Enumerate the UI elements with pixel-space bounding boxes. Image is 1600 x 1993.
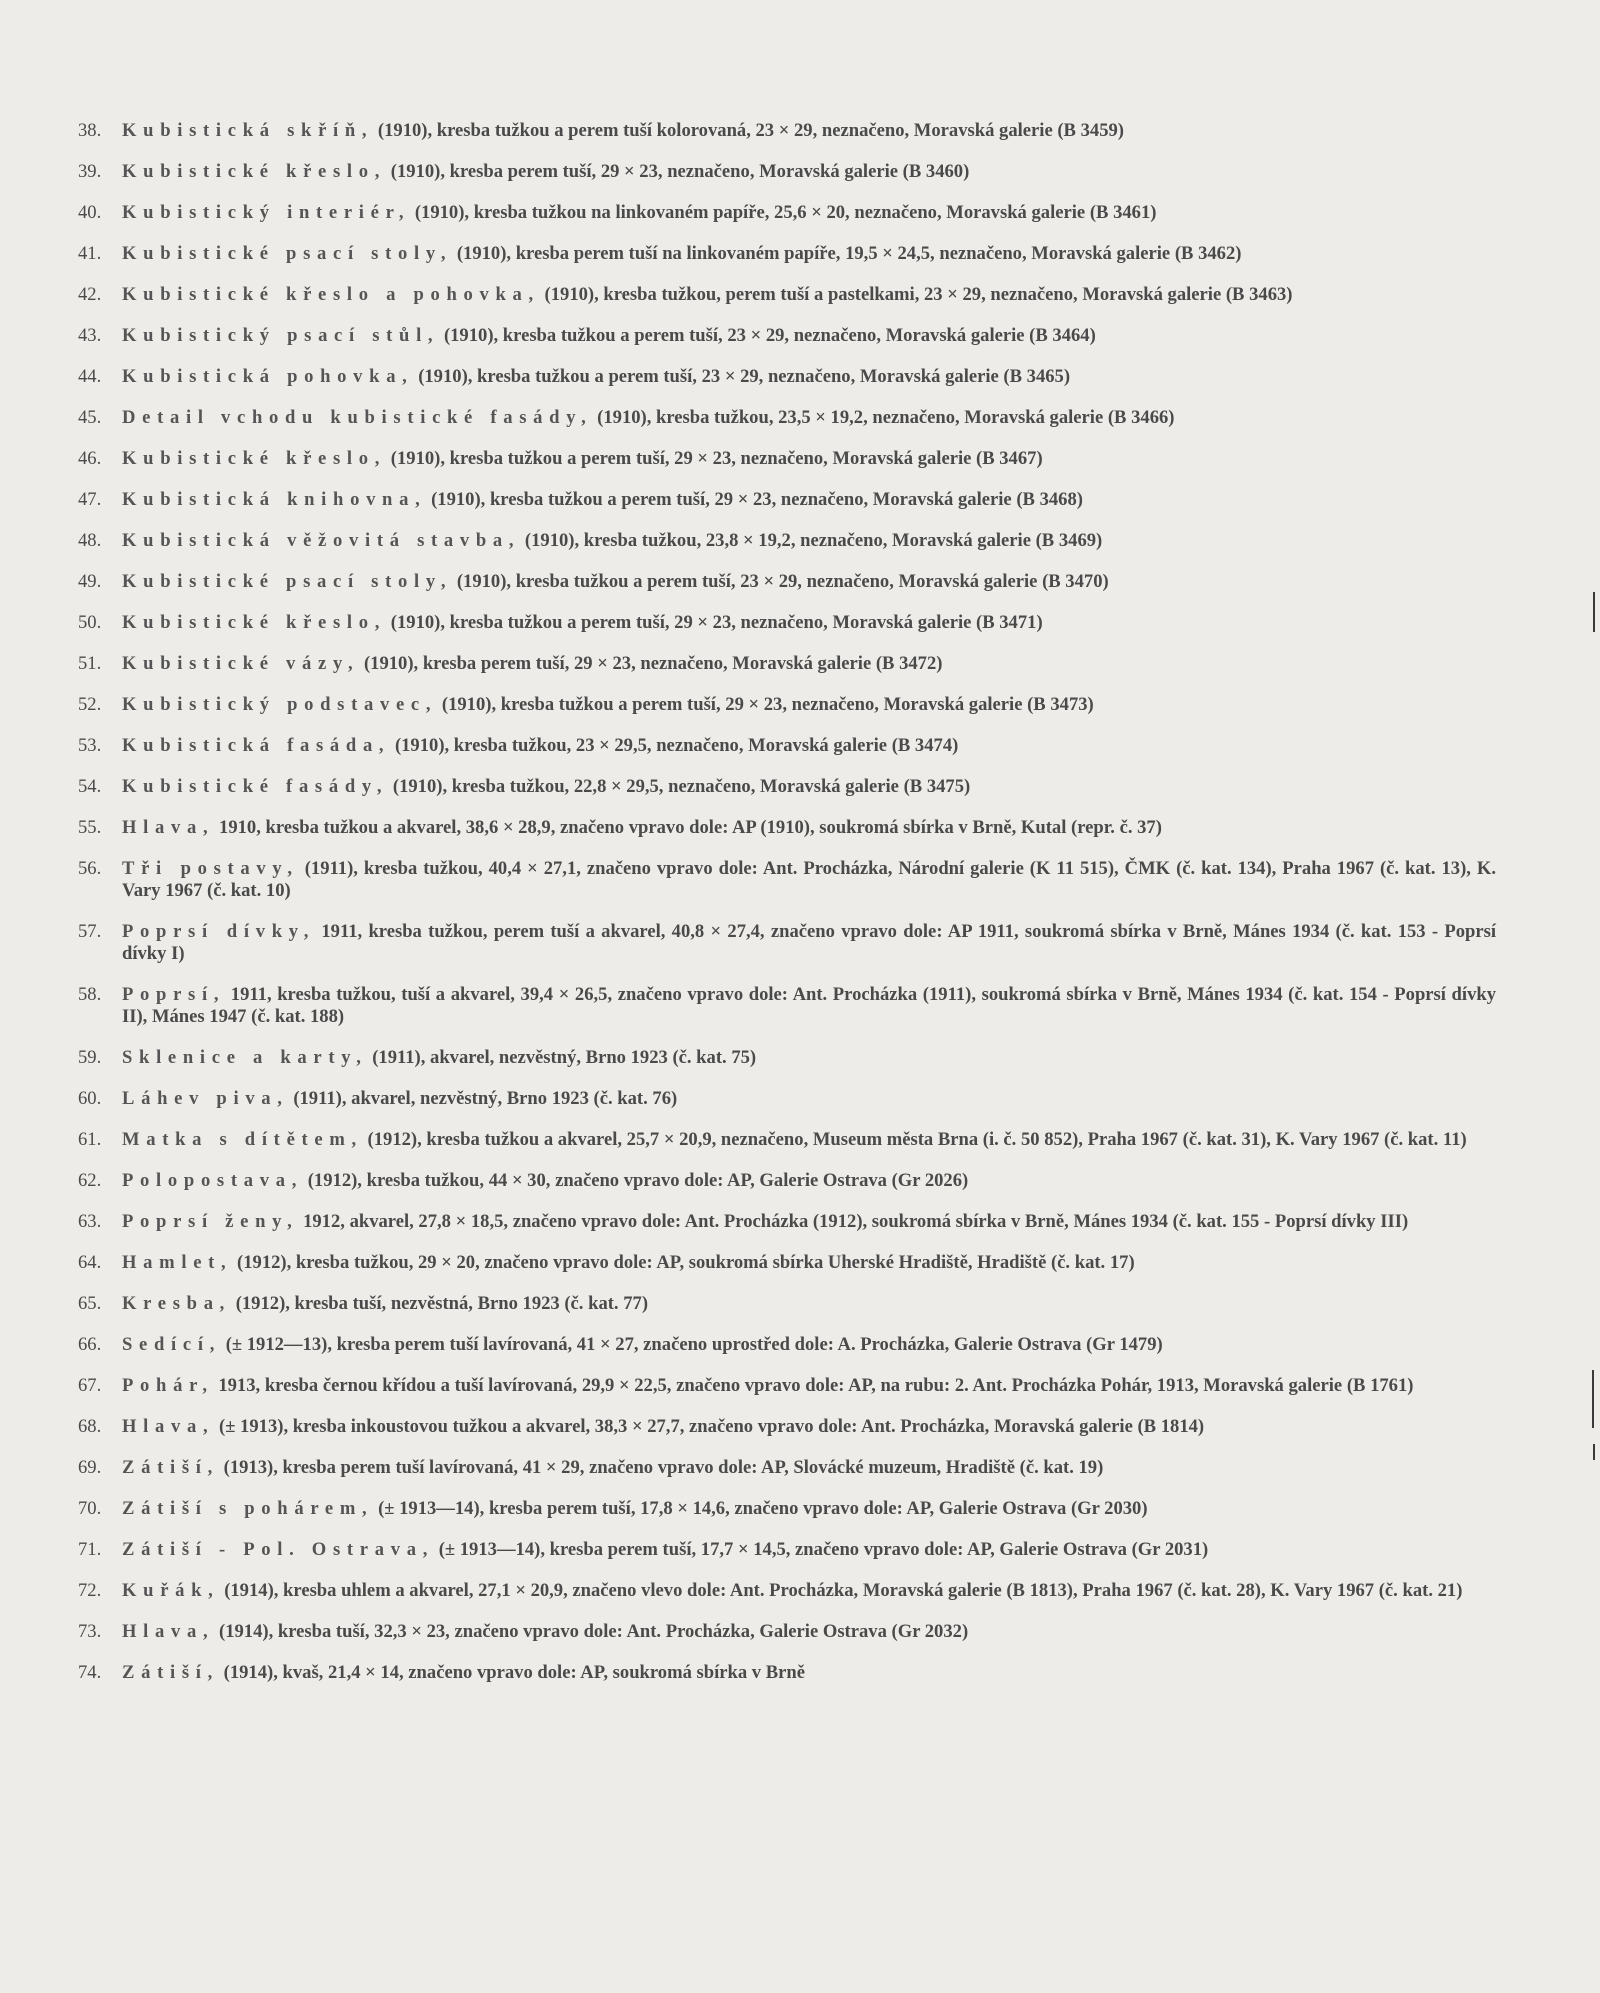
catalog-entry-70 [78, 1498, 1496, 1520]
catalog-entry-72 [78, 1580, 1496, 1602]
entry-number: 62. [78, 1170, 102, 1191]
entry-title: Kresba, [122, 1293, 232, 1314]
entry-description: (1910), kresba tužkou a perem tuší, 29 × 23, neznačeno, Moravská galerie (B 3471) [390, 612, 1043, 633]
catalog-entry-53 [78, 735, 1496, 757]
catalog-entry-48 [78, 530, 1496, 552]
entry-description: (1910), kresba tužkou a perem tuší, 23 × 29, neznačeno, Moravská galerie (B 3470) [456, 571, 1109, 592]
catalog-entry-45 [78, 407, 1496, 429]
entry-number: 70. [78, 1498, 102, 1519]
entry-number: 68. [78, 1416, 102, 1437]
entry-title: Sedící, [122, 1334, 222, 1355]
catalog-entry-42 [78, 284, 1496, 306]
entry-number: 51. [78, 653, 102, 674]
entry-title: Kubistická knihovna, [122, 489, 427, 510]
catalog-entry-62 [78, 1170, 1496, 1192]
entry-description: 1913, kresba černou křídou a tuší lavírovaná, 29,9 × 22,5, značeno vpravo dole: AP, na rubu: 2. Ant. Procházka Pohár, 1913, Moravská galerie (B 1761) [218, 1375, 1414, 1396]
entry-number: 45. [78, 407, 102, 428]
catalog-entry-63 [78, 1211, 1496, 1233]
entry-title: Poprsí dívky, [122, 921, 316, 942]
entry-description: (± 1912—13), kresba perem tuší lavírovaná, 41 × 27, značeno uprostřed dole: A. Procházka, Galerie Ostrava (Gr 1479) [225, 1334, 1163, 1355]
entry-number: 49. [78, 571, 102, 592]
entry-number: 56. [78, 858, 102, 879]
entry-title: Kubistický interiér, [122, 202, 411, 223]
entry-description: (1914), kresba uhlem a akvarel, 27,1 × 20,9, značeno vlevo dole: Ant. Procházka, Moravská galerie (B 1813), Praha 1967 (č. kat. 28), K. Vary 1967 (č. kat. 21) [224, 1580, 1463, 1601]
entry-title: Hlava, [122, 1621, 215, 1642]
entry-description: (1912), kresba tužkou a akvarel, 25,7 × 20,9, neznačeno, Museum města Brna (i. č. 50 852), Praha 1967 (č. kat. 31), K. Vary 1967 (č. kat. 11) [367, 1129, 1467, 1150]
entry-number: 54. [78, 776, 102, 797]
catalog-entry-64 [78, 1252, 1496, 1274]
entry-title: Kuřák, [122, 1580, 220, 1601]
entry-number: 52. [78, 694, 102, 715]
entry-description: (1910), kresba tužkou, 22,8 × 29,5, neznačeno, Moravská galerie (B 3475) [392, 776, 971, 797]
catalog-entry-39 [78, 161, 1496, 183]
entry-description: (1910), kresba tužkou a perem tuší, 23 × 29, neznačeno, Moravská galerie (B 3464) [443, 325, 1096, 346]
scan-edge-mark [1592, 1370, 1594, 1428]
entry-description: (1910), kresba perem tuší, 29 × 23, neznačeno, Moravská galerie (B 3472) [363, 653, 943, 674]
entry-number: 72. [78, 1580, 102, 1601]
entry-description: 1910, kresba tužkou a akvarel, 38,6 × 28,9, značeno vpravo dole: AP (1910), soukromá sbírka v Brně, Kutal (repr. č. 37) [219, 817, 1162, 838]
entry-title: Kubistická věžovitá stavba, [122, 530, 521, 551]
entry-number: 41. [78, 243, 102, 264]
catalog-entry-55 [78, 817, 1496, 839]
catalog-entry-51 [78, 653, 1496, 675]
entry-title: Kubistická skříň, [122, 120, 374, 141]
catalog-entry-52 [78, 694, 1496, 716]
entry-title: Kubistické vázy, [122, 653, 360, 674]
entry-title: Kubistické psací stoly, [122, 243, 453, 264]
entry-description: (± 1913), kresba inkoustovou tužkou a akvarel, 38,3 × 27,7, značeno vpravo dole: Ant. Procházka, Moravská galerie (B 1814) [219, 1416, 1205, 1437]
catalog-entry-44 [78, 366, 1496, 388]
entry-description: (1910), kresba perem tuší, 29 × 23, neznačeno, Moravská galerie (B 3460) [390, 161, 970, 182]
catalog-entry-74 [78, 1662, 1496, 1684]
entry-description: (1910), kresba tužkou a perem tuší kolorovaná, 23 × 29, neznačeno, Moravská galerie (B 3459) [377, 120, 1124, 141]
entry-number: 71. [78, 1539, 102, 1560]
catalog-entry-47 [78, 489, 1496, 511]
entry-number: 58. [78, 984, 102, 1005]
catalog-entry-58 [78, 984, 1496, 1028]
entry-number: 39. [78, 161, 102, 182]
entry-title: Hlava, [122, 817, 215, 838]
catalog-entry-66 [78, 1334, 1496, 1356]
entry-title: Kubistické fasády, [122, 776, 389, 797]
entry-number: 48. [78, 530, 102, 551]
entry-description: (1910), kresba tužkou, 23,8 × 19,2, neznačeno, Moravská galerie (B 3469) [524, 530, 1103, 551]
catalog-entry-43 [78, 325, 1496, 347]
entry-number: 42. [78, 284, 102, 305]
entry-title: Tři postavy, [122, 858, 299, 879]
entry-number: 38. [78, 120, 102, 141]
entry-number: 61. [78, 1129, 102, 1150]
entry-number: 63. [78, 1211, 102, 1232]
entry-number: 66. [78, 1334, 102, 1355]
catalog-entry-46 [78, 448, 1496, 470]
entry-description: (1910), kresba tužkou a perem tuší, 23 × 29, neznačeno, Moravská galerie (B 3465) [418, 366, 1071, 387]
entry-number: 73. [78, 1621, 102, 1642]
entry-title: Kubistický podstavec, [122, 694, 438, 715]
entry-number: 67. [78, 1375, 102, 1396]
entry-number: 40. [78, 202, 102, 223]
entry-title: Polopostava, [122, 1170, 304, 1191]
catalog-entry-69 [78, 1457, 1496, 1479]
entry-description: (1912), kresba tužkou, 29 × 20, značeno vpravo dole: AP, soukromá sbírka Uherské Hradiště, Hradiště (č. kat. 17) [237, 1252, 1135, 1273]
entry-title: Hamlet, [122, 1252, 233, 1273]
entry-description: (1912), kresba tuší, nezvěstná, Brno 1923 (č. kat. 77) [235, 1293, 649, 1314]
catalog-entry-41 [78, 243, 1496, 265]
entry-title: Zátiší, [122, 1457, 219, 1478]
entry-description: (1913), kresba perem tuší lavírovaná, 41 × 29, značeno vpravo dole: AP, Slovácké muzeum, Hradiště (č. kat. 19) [223, 1457, 1104, 1478]
entry-number: 46. [78, 448, 102, 469]
entry-title: Kubistické křeslo, [122, 612, 387, 633]
entry-number: 64. [78, 1252, 102, 1273]
entry-title: Kubistický psací stůl, [122, 325, 440, 346]
entry-description: (1910), kresba tužkou, 23,5 × 19,2, neznačeno, Moravská galerie (B 3466) [597, 407, 1175, 428]
entry-title: Kubistická pohovka, [122, 366, 414, 387]
catalog-entry-59 [78, 1047, 1496, 1069]
entry-number: 43. [78, 325, 102, 346]
entry-description: (1911), akvarel, nezvěstný, Brno 1923 (č. kat. 76) [293, 1088, 678, 1109]
entry-number: 57. [78, 921, 102, 942]
entry-title: Kubistické křeslo a pohovka, [122, 284, 540, 305]
catalog-entry-61 [78, 1129, 1496, 1151]
entry-number: 69. [78, 1457, 102, 1478]
entry-description: (1910), kresba tužkou a perem tuší, 29 × 23, neznačeno, Moravská galerie (B 3473) [441, 694, 1094, 715]
entry-description: (1914), kvaš, 21,4 × 14, značeno vpravo dole: AP, soukromá sbírka v Brně [223, 1662, 805, 1683]
scan-edge-mark [1593, 592, 1595, 632]
entry-number: 74. [78, 1662, 102, 1683]
entry-title: Poprsí ženy, [122, 1211, 299, 1232]
entry-number: 53. [78, 735, 102, 756]
catalog-entry-57 [78, 921, 1496, 965]
catalog-entry-38 [78, 120, 1496, 142]
entry-description: (1914), kresba tuší, 32,3 × 23, značeno vpravo dole: Ant. Procházka, Galerie Ostrava (Gr 2032) [219, 1621, 969, 1642]
entry-number: 50. [78, 612, 102, 633]
catalog-entry-54 [78, 776, 1496, 798]
entry-title: Sklenice a karty, [122, 1047, 368, 1068]
entry-title: Pohár, [122, 1375, 214, 1396]
entry-description: (1910), kresba perem tuší na linkovaném papíře, 19,5 × 24,5, neznačeno, Moravská galerie (B 3462) [456, 243, 1242, 264]
entry-title: Detail vchodu kubistické fasády, [122, 407, 593, 428]
entry-number: 44. [78, 366, 102, 387]
entry-number: 55. [78, 817, 102, 838]
catalog-list [78, 112, 1496, 1684]
entry-title: Zátiší - Pol. Ostrava, [122, 1539, 435, 1560]
catalog-entry-50 [78, 612, 1496, 634]
entry-title: Matka s dítětem, [122, 1129, 363, 1150]
catalog-entry-68 [78, 1416, 1496, 1438]
catalog-entry-56 [78, 858, 1496, 902]
catalog-entry-60 [78, 1088, 1496, 1110]
entry-description: (1912), kresba tužkou, 44 × 30, značeno vpravo dole: AP, Galerie Ostrava (Gr 2026) [307, 1170, 969, 1191]
entry-title: Kubistické křeslo, [122, 161, 387, 182]
entry-description: 1912, akvarel, 27,8 × 18,5, značeno vpravo dole: Ant. Procházka (1912), soukromá sbírka v Brně, Mánes 1934 (č. kat. 155 - Poprsí dívky III) [303, 1211, 1409, 1232]
catalog-entry-73 [78, 1621, 1496, 1643]
scan-edge-mark [1593, 1444, 1595, 1460]
catalog-entry-67 [78, 1375, 1496, 1397]
catalog-entry-65 [78, 1293, 1496, 1315]
entry-number: 65. [78, 1293, 102, 1314]
entry-description: (± 1913—14), kresba perem tuší, 17,7 × 14,5, značeno vpravo dole: AP, Galerie Ostrava (Gr 2031) [438, 1539, 1209, 1560]
entry-description: 1911, kresba tužkou, tuší a akvarel, 39,4 × 26,5, značeno vpravo dole: Ant. Procházka (1911), soukromá sbírka v Brně, Mánes 1934 (č. kat. 154 - Poprsí dívky II), Mánes 1947 (č. kat. 188) [122, 984, 1497, 1027]
entry-title: Poprsí, [122, 984, 226, 1005]
entry-title: Láhev piva, [122, 1088, 289, 1109]
entry-description: (1910), kresba tužkou, 23 × 29,5, neznačeno, Moravská galerie (B 3474) [394, 735, 959, 756]
entry-description: (± 1913—14), kresba perem tuší, 17,8 × 14,6, značeno vpravo dole: AP, Galerie Ostrava (Gr 2030) [378, 1498, 1148, 1519]
catalog-entry-49 [78, 571, 1496, 593]
entry-description: (1910), kresba tužkou na linkovaném papíře, 25,6 × 20, neznačeno, Moravská galerie (B 3461) [414, 202, 1157, 223]
entry-title: Hlava, [122, 1416, 215, 1437]
entry-title: Kubistické psací stoly, [122, 571, 453, 592]
entry-title: Kubistická fasáda, [122, 735, 391, 756]
entry-number: 59. [78, 1047, 102, 1068]
entry-description: (1910), kresba tužkou a perem tuší, 29 × 23, neznačeno, Moravská galerie (B 3467) [390, 448, 1043, 469]
entry-description: (1910), kresba tužkou a perem tuší, 29 × 23, neznačeno, Moravská galerie (B 3468) [431, 489, 1083, 510]
entry-description: (1911), kresba tužkou, 40,4 × 27,1, značeno vpravo dole: Ant. Procházka, Národní galerie (K 11 515), ČMK (č. kat. 134), Praha 1967 (č. kat. 13), K. Vary 1967 (č. kat. 10) [122, 858, 1497, 901]
entry-title: Zátiší, [122, 1662, 219, 1683]
entry-number: 60. [78, 1088, 102, 1109]
entry-number: 47. [78, 489, 102, 510]
entry-description: (1910), kresba tužkou, perem tuší a pastelkami, 23 × 29, neznačeno, Moravská galerie (B 3463) [544, 284, 1293, 305]
entry-title: Kubistické křeslo, [122, 448, 387, 469]
entry-title: Zátiší s pohárem, [122, 1498, 374, 1519]
catalog-entry-40 [78, 202, 1496, 224]
entry-description: (1911), akvarel, nezvěstný, Brno 1923 (č. kat. 75) [372, 1047, 757, 1068]
catalog-entry-71 [78, 1539, 1496, 1561]
entry-description: 1911, kresba tužkou, perem tuší a akvarel, 40,8 × 27,4, značeno vpravo dole: AP 1911, soukromá sbírka v Brně, Mánes 1934 (č. kat. 153 - Poprsí dívky I) [122, 921, 1497, 964]
